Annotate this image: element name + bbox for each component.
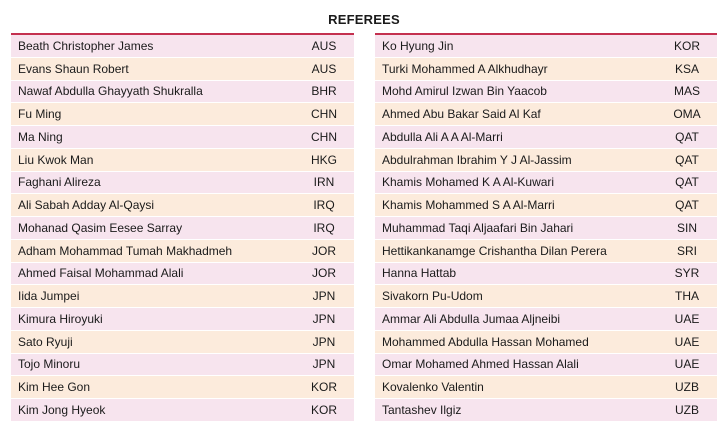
country-code: QAT bbox=[675, 152, 699, 167]
page-title: REFEREES bbox=[328, 12, 400, 27]
referee-name: Tantashev Ilgiz bbox=[382, 402, 462, 417]
referee-name: Ahmed Abu Bakar Said Al Kaf bbox=[382, 107, 541, 122]
country-code: IRQ bbox=[313, 220, 335, 235]
referee-name: Faghani Alireza bbox=[18, 175, 101, 190]
table-row bbox=[11, 35, 354, 58]
table-row bbox=[11, 331, 354, 354]
table-row bbox=[11, 308, 354, 331]
country-code: OMA bbox=[673, 107, 701, 122]
country-code: UAE bbox=[674, 334, 700, 349]
country-code: KOR bbox=[310, 380, 337, 395]
table-row bbox=[11, 399, 354, 422]
table-row bbox=[375, 354, 717, 377]
country-code: HKG bbox=[310, 152, 337, 167]
country-code: UAE bbox=[674, 357, 700, 372]
table-row bbox=[375, 263, 717, 286]
table-row bbox=[375, 172, 717, 195]
table-row bbox=[11, 217, 354, 240]
country-code: UZB bbox=[675, 402, 699, 417]
referee-name: Kimura Hiroyuki bbox=[18, 311, 103, 326]
referee-name: Sato Ryuji bbox=[18, 334, 73, 349]
referee-name: Kim Hee Gon bbox=[18, 380, 91, 395]
referee-name: Ali Sabah Adday Al-Qaysi bbox=[18, 198, 155, 213]
country-code: JOR bbox=[312, 243, 336, 258]
referee-name: Khamis Mohamed K A Al-Kuwari bbox=[382, 175, 555, 190]
table-row bbox=[11, 194, 354, 217]
country-code: UAE bbox=[674, 311, 700, 326]
table-row bbox=[375, 126, 717, 149]
country-code: KOR bbox=[673, 38, 700, 53]
referee-name: Hettikankanamge Crishantha Dilan Perera bbox=[382, 243, 607, 258]
table-row bbox=[11, 58, 354, 81]
country-code: AUS bbox=[311, 38, 337, 53]
referee-name: Mohanad Qasim Eesee Sarray bbox=[18, 220, 183, 235]
referee-name: Ahmed Faisal Mohammad Alali bbox=[18, 266, 184, 281]
referee-name: Ma Ning bbox=[18, 129, 63, 144]
country-code: CHN bbox=[311, 107, 337, 122]
country-code: KOR bbox=[310, 402, 337, 417]
table-row bbox=[375, 58, 717, 81]
country-code: QAT bbox=[675, 198, 699, 213]
table-row bbox=[375, 217, 717, 240]
table-row bbox=[375, 331, 717, 354]
referee-name: Omar Mohamed Ahmed Hassan Alali bbox=[382, 357, 579, 372]
table-row bbox=[11, 126, 354, 149]
referee-name: Fu Ming bbox=[18, 107, 62, 122]
country-code: KSA bbox=[674, 61, 699, 76]
table-row bbox=[375, 81, 717, 104]
country-code: QAT bbox=[675, 129, 699, 144]
country-code: IRQ bbox=[313, 198, 335, 213]
referee-name: Kovalenko Valentin bbox=[382, 380, 484, 395]
referee-name: Iida Jumpei bbox=[18, 289, 80, 304]
referee-name: Muhammad Taqi Aljaafari Bin Jahari bbox=[382, 220, 574, 235]
table-row bbox=[375, 149, 717, 172]
table-row bbox=[11, 81, 354, 104]
table-row bbox=[375, 103, 717, 126]
country-code: BHR bbox=[311, 84, 337, 99]
referee-name: Liu Kwok Man bbox=[18, 152, 94, 167]
country-code: UZB bbox=[675, 380, 699, 395]
referee-name: Hanna Hattab bbox=[382, 266, 457, 281]
referee-name: Nawaf Abdulla Ghayyath Shukralla bbox=[18, 84, 203, 99]
table-row bbox=[375, 308, 717, 331]
country-code: JPN bbox=[312, 334, 336, 349]
referee-name: Kim Jong Hyeok bbox=[18, 402, 106, 417]
referees-table-right bbox=[375, 33, 717, 422]
referee-name: Tojo Minoru bbox=[18, 357, 81, 372]
referee-name: Turki Mohammed A Alkhudhayr bbox=[382, 61, 548, 76]
country-code: SRI bbox=[676, 243, 697, 258]
referee-name: Sivakorn Pu-Udom bbox=[382, 289, 483, 304]
referee-name: Mohd Amirul Izwan Bin Yaacob bbox=[382, 84, 547, 99]
referee-name: Khamis Mohammed S A Al-Marri bbox=[382, 198, 555, 213]
country-code: JPN bbox=[312, 311, 336, 326]
referee-name: Abdulrahman Ibrahim Y J Al-Jassim bbox=[382, 152, 572, 167]
referee-name: Ammar Ali Abdulla Jumaa Aljneibi bbox=[382, 311, 561, 326]
country-code: JOR bbox=[312, 266, 336, 281]
table-row bbox=[11, 149, 354, 172]
table-row bbox=[375, 285, 717, 308]
table-row bbox=[375, 399, 717, 422]
table-row bbox=[11, 354, 354, 377]
country-code: THA bbox=[675, 289, 699, 304]
table-row bbox=[375, 35, 717, 58]
referee-name: Ko Hyung Jin bbox=[382, 38, 454, 53]
table-row bbox=[375, 240, 717, 263]
country-code: AUS bbox=[311, 61, 337, 76]
referees-table-left bbox=[11, 33, 354, 422]
country-code: CHN bbox=[311, 129, 337, 144]
referee-name: Abdulla Ali A A Al-Marri bbox=[382, 129, 503, 144]
referee-name: Mohammed Abdulla Hassan Mohamed bbox=[382, 334, 589, 349]
table-row bbox=[11, 263, 354, 286]
table-row bbox=[11, 376, 354, 399]
referee-name: Beath Christopher James bbox=[18, 38, 154, 53]
table-row bbox=[11, 240, 354, 263]
country-code: JPN bbox=[312, 289, 336, 304]
country-code: MAS bbox=[673, 84, 700, 99]
country-code: JPN bbox=[312, 357, 336, 372]
country-code: SYR bbox=[674, 266, 700, 281]
referee-name: Adham Mohammad Tumah Makhadmeh bbox=[18, 243, 233, 258]
referee-name: Evans Shaun Robert bbox=[18, 61, 129, 76]
country-code: IRN bbox=[313, 175, 335, 190]
table-row bbox=[375, 376, 717, 399]
table-row bbox=[11, 285, 354, 308]
table-row bbox=[11, 172, 354, 195]
country-code: SIN bbox=[676, 220, 697, 235]
table-row bbox=[11, 103, 354, 126]
country-code: QAT bbox=[675, 175, 699, 190]
table-row bbox=[375, 194, 717, 217]
